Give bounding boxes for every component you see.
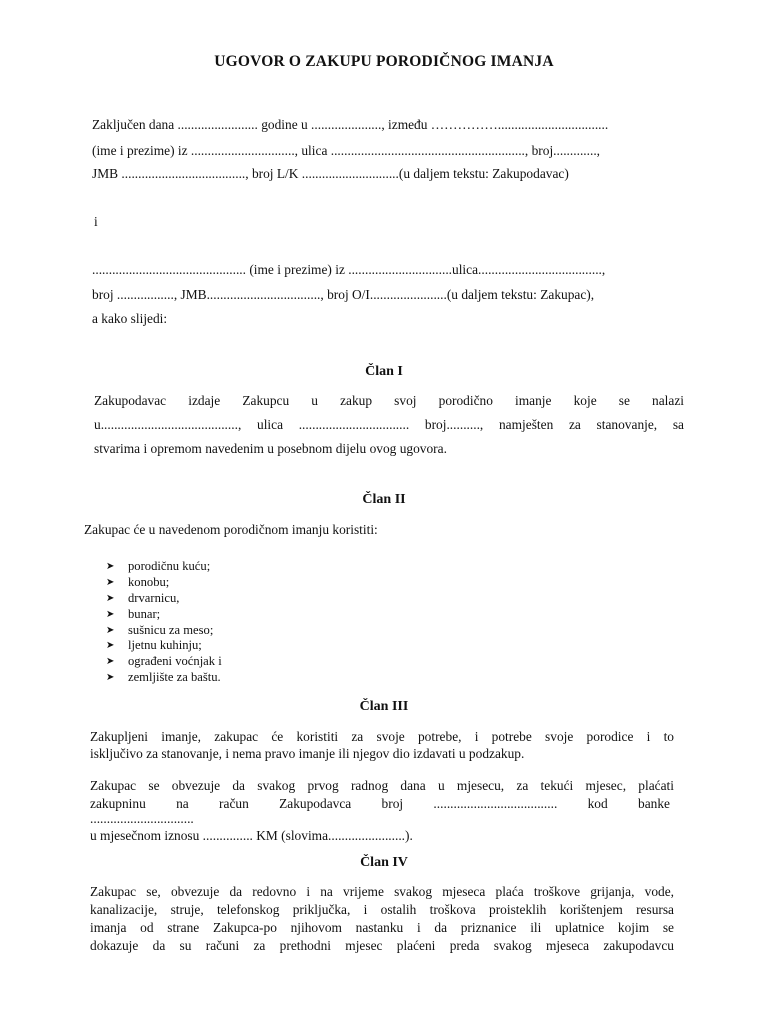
intro-conjunction: i	[94, 214, 98, 229]
list-item-text: drvarnicu,	[128, 590, 180, 605]
list-item-text: porodičnu kuću;	[128, 559, 211, 573]
arrow-bullet-icon: ➤	[106, 672, 115, 684]
list-item	[106, 559, 222, 575]
list-item-text: bunar;	[128, 606, 161, 621]
intro-line-4: .............................................. (ime i prezime) iz ...............................ulica.....................................,	[92, 262, 606, 277]
clan-3-p2-line-1: Zakupac se obvezuje da svakog prvog radnog dana u mjesecu, za tekući mjesec, plaćati	[90, 778, 674, 793]
intro-line-5: broj ................., JMB.................................., broj O/I.......................(u daljem tekstu: Zakupac),	[92, 287, 595, 302]
arrow-bullet-icon: ➤	[106, 656, 115, 668]
clan-2-heading: Član II	[362, 492, 406, 507]
arrow-bullet-icon: ➤	[106, 561, 115, 572]
list-item	[106, 638, 222, 654]
list-item	[106, 654, 222, 670]
intro-line-3: JMB ....................................., broj L/K .............................(u daljem tekstu: Zakupodavac)	[92, 166, 569, 181]
list-item	[106, 575, 222, 591]
arrow-bullet-icon: ➤	[106, 576, 115, 588]
clan-3-p2-line-3: ...............................	[90, 811, 194, 826]
list-item-text: konobu;	[128, 574, 170, 589]
arrow-bullet-icon: ➤	[106, 608, 115, 620]
clan-3-p1-line-2: isključivo za stanovanje, i nema pravo imanje ili njegov dio izdavati u podzakup.	[90, 746, 525, 761]
document-title: UGOVOR O ZAKUPU PORODIČNOG IMANJA	[214, 53, 554, 70]
clan-4-heading: Član IV	[360, 855, 408, 870]
list-item-text: ljetnu kuhinju;	[128, 638, 202, 653]
clan-2-intro: Zakupac će u navedenom porodičnom imanju koristiti:	[84, 522, 378, 537]
intro-line-6: a kako slijedi:	[92, 311, 168, 326]
arrow-bullet-icon: ➤	[106, 592, 115, 604]
clan-3-p1-line-1: Zakupljeni imanje, zakupac će koristiti za svoje potrebe, i potrebe svoje porodice i to	[90, 729, 674, 744]
list-item-text: ograđeni voćnjak i	[128, 654, 222, 669]
arrow-bullet-icon: ➤	[106, 624, 115, 636]
list-item-text: sušnicu za meso;	[128, 622, 214, 637]
list-item-text: zemljište za baštu.	[128, 670, 221, 685]
clan-3-heading: Član III	[359, 699, 409, 714]
arrow-bullet-icon: ➤	[106, 640, 115, 652]
intro-line-1: Zaključen dana ........................ godine u ....................., između …………….................................	[92, 117, 609, 132]
clan-1-line-2: u........................................., ulica ................................. broj.........., namješten za stanovanje, sa	[94, 417, 684, 432]
clan-2-bullet-list	[106, 559, 222, 686]
clan-1-line-1: Zakupodavac izdaje Zakupcu u zakup svoj porodično imanje koje se nalazi	[94, 393, 684, 408]
intro-line-2: (ime i prezime) iz ..............................., ulica .........................................................., broj.............,	[92, 143, 601, 158]
clan-4-line-3: imanja od strane Zakupca-po njihovom nastanku i da priznanice ili uplatnice kojim se	[90, 920, 674, 935]
list-item	[106, 670, 222, 686]
clan-1-line-3: stvarima i opremom navedenim u posebnom dijelu ovog ugovora.	[94, 441, 447, 456]
clan-4-line-4: dokazuje da su računi za prethodni mjesec plaćeni preda svakog mjeseca zakupodavcu	[90, 938, 674, 953]
clan-3-p2-line-2: zakupninu na račun Zakupodavca broj ..................................... kod banke	[90, 796, 670, 811]
clan-4-line-1: Zakupac se, obvezuje da redovno i na vrijeme svakog mjeseca plaća troškove grijanja, vode,	[90, 884, 674, 899]
clan-3-p2-line-4: u mjesečnom iznosu ............... KM (slovima.......................).	[90, 828, 413, 843]
list-item	[106, 623, 222, 639]
clan-1-heading: Član I	[365, 364, 403, 379]
list-item	[106, 607, 222, 623]
list-item	[106, 591, 222, 607]
clan-4-line-2: kanalizacije, struje, telefonskog priključka, i ostalih troškova proisteklih korištenjem resursa	[90, 902, 674, 917]
